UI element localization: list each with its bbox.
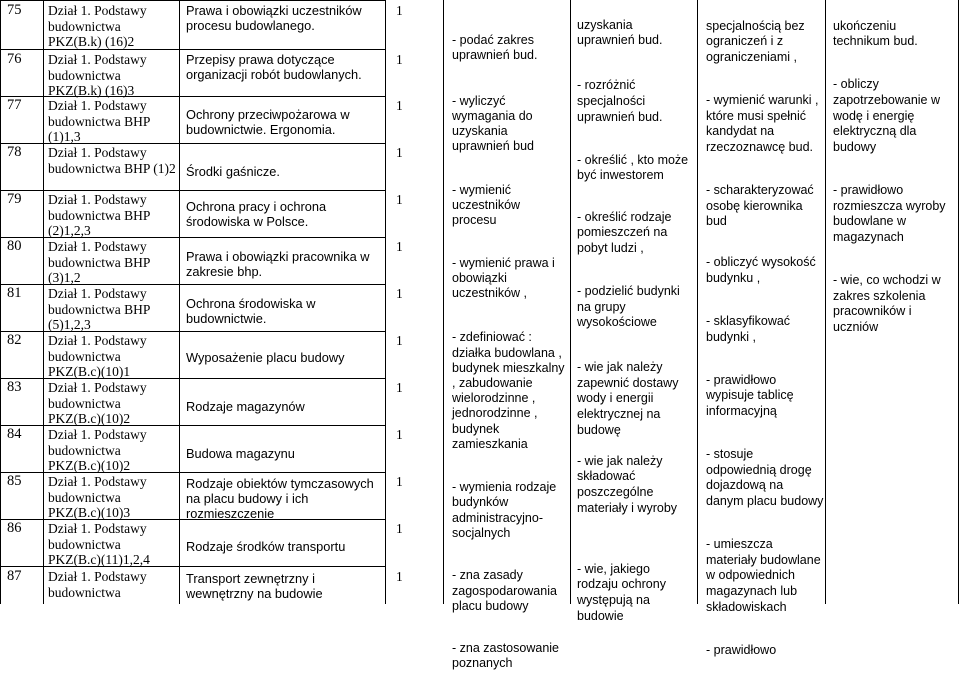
row-number: 79 — [7, 191, 22, 207]
requirement-item: - zna zasady zagospodarowania placu budowy — [452, 568, 557, 613]
row-number: 84 — [7, 426, 22, 442]
row-number: 78 — [7, 144, 22, 160]
column-divider — [443, 0, 444, 604]
hours-count: 1 — [396, 3, 403, 18]
requirement-item: - wymienić prawa i obowiązki uczestników , — [452, 255, 555, 301]
requirement-item: - scharakteryzować osobę kierownika bud — [706, 182, 814, 229]
requirement-item: uzyskania uprawnień bud. — [577, 17, 663, 48]
requirement-item: - wymienić uczestników procesu — [452, 182, 521, 228]
curriculum-unit: Dział 1. Podstawy budownictwa PKZ(B.c)(11)1,2,4 — [48, 521, 150, 567]
hours-count: 1 — [396, 52, 403, 67]
lesson-topic: Prawa i obowiązki uczestników procesu budowlanego. — [186, 3, 362, 33]
row-divider — [0, 0, 385, 1]
hours-count: 1 — [396, 239, 403, 254]
requirement-item: - wie, co wchodzi w zakres szkolenia pracowników i uczniów — [833, 272, 941, 334]
requirement-item: - wymienić warunki , które musi spełnić kandydat na rzeczoznawcę bud. — [706, 92, 819, 154]
curriculum-unit: Dział 1. Podstawy budownictwa PKZ(B.k) (16)2 — [48, 3, 147, 49]
hours-count: 1 — [396, 145, 403, 160]
lesson-topic: Rodzaje obiektów tymczasowych na placu budowy i ich rozmieszczenie — [186, 476, 374, 521]
lesson-topic: Ochrona pracy i ochrona środowiska w Polsce. — [186, 199, 327, 229]
requirement-item: - zna zastosowanie poznanych — [452, 641, 560, 671]
hours-count: 1 — [396, 98, 403, 113]
column-divider — [570, 0, 571, 604]
curriculum-unit: Dział 1. Podstawy budownictwa BHP (2)1,2,3 — [48, 192, 150, 238]
requirements-excellent-column — [833, 3, 955, 351]
requirements-extended-column — [577, 2, 691, 640]
requirement-item: - podać zakres uprawnień bud. — [452, 33, 538, 63]
hours-count: 1 — [396, 333, 403, 348]
requirement-item: - podzielić budynki na grupy wysokościowe — [577, 283, 680, 330]
row-number: 87 — [7, 568, 22, 584]
lesson-topic: Budowa magazynu — [186, 446, 295, 461]
curriculum-unit: Dział 1. Podstawy budownictwa PKZ(B.k) (16)3 — [48, 52, 147, 98]
column-divider — [43, 0, 44, 604]
column-divider — [385, 0, 386, 604]
column-divider — [179, 0, 180, 604]
hours-count: 1 — [396, 380, 403, 395]
table-border-left — [0, 0, 1, 604]
requirement-item: - obliczy zapotrzebowanie w wodę i energię elektryczną dla budowy — [833, 77, 941, 154]
requirement-item: - sklasyfikować budynki , — [706, 314, 791, 344]
lesson-topic: Prawa i obowiązki pracownika w zakresie bhp. — [186, 249, 370, 279]
hours-count: 1 — [396, 192, 403, 207]
lesson-topic: Rodzaje środków transportu — [186, 539, 346, 554]
requirement-item: - wymienia rodzaje budynków administracyjno-socjalnych — [452, 480, 557, 540]
requirement-item: - określić rodzaje pomieszczeń na pobyt ludzi , — [577, 209, 672, 255]
curriculum-unit: Dział 1. Podstawy budownictwa PKZ(B.c)(10)1 — [48, 333, 147, 379]
row-number: 81 — [7, 285, 22, 301]
requirement-item: specjalnością bez ograniczeń i z ograniczeniami , — [706, 18, 805, 64]
lesson-topic: Środki gaśnicze. — [186, 164, 280, 179]
curriculum-unit: Dział 1. Podstawy budownictwa PKZ(B.c)(10)2 — [48, 380, 147, 426]
requirement-item: - rozróżnić specjalności uprawnień bud. — [577, 78, 663, 124]
column-divider — [697, 0, 698, 604]
lesson-topic: Rodzaje magazynów — [186, 399, 305, 414]
lesson-topic: Ochrony przeciwpożarowa w budownictwie. Ergonomia. — [186, 107, 350, 137]
curriculum-unit: Dział 1. Podstawy budownictwa PKZ(B.c)(10)2 — [48, 427, 147, 473]
curriculum-unit: Dział 1. Podstawy budownictwa — [48, 569, 147, 600]
row-number: 85 — [7, 473, 22, 489]
requirement-item: - wie jak należy składować poszczególne materiały i wyroby — [577, 453, 678, 515]
curriculum-unit: Dział 1. Podstawy budownictwa BHP (3)1,2 — [48, 239, 150, 285]
row-number: 77 — [7, 97, 22, 113]
hours-count: 1 — [396, 521, 403, 536]
row-divider — [0, 190, 385, 191]
row-number: 86 — [7, 520, 22, 536]
requirement-item: - prawidłowo rozmieszcza wyroby budowlane w magazynach — [833, 182, 946, 244]
row-number: 82 — [7, 332, 22, 348]
requirement-item: - zdefiniować : działka budowlana , budynek mieszkalny , zabudowanie wielorodzinne , jednorodzinne , budynek zamieszkania — [452, 330, 565, 451]
row-number: 83 — [7, 379, 22, 395]
row-number: 75 — [7, 2, 22, 18]
requirement-item: - określić , kto może być inwestorem — [577, 152, 689, 183]
lesson-topic: Transport zewnętrzny i wewnętrzny na budowie — [186, 571, 323, 601]
requirement-item: ukończeniu technikum bud. — [833, 18, 918, 49]
requirement-item: - prawidłowo wypisuje tablicę informacyjną — [706, 372, 794, 419]
curriculum-unit: Dział 1. Podstawy budownictwa BHP (1)2 — [48, 145, 176, 176]
lesson-topic: Wyposażenie placu budowy — [186, 350, 345, 365]
hours-count: 1 — [396, 427, 403, 442]
hours-count: 1 — [396, 286, 403, 301]
requirement-item: - umieszcza materiały budowlane w odpowiednich magazynach lub składowiskach — [706, 537, 821, 614]
requirement-item: - wie jak należy zapewnić dostawy wody i energii elektrycznej na budowę — [577, 360, 679, 437]
requirement-item: - obliczyć wysokość budynku , — [706, 255, 816, 285]
hours-count: 1 — [396, 474, 403, 489]
row-number: 80 — [7, 238, 22, 254]
requirement-item: - stosuje odpowiednią drogę dojazdową na danym placu budowy — [706, 447, 824, 509]
curriculum-unit: Dział 1. Podstawy budownictwa PKZ(B.c)(10)3 — [48, 474, 147, 520]
row-number: 76 — [7, 51, 22, 67]
lesson-topic: Przepisy prawa dotyczące organizacji robót budowlanych. — [186, 52, 362, 82]
requirement-item: - wyliczyć wymagania do uzyskania uprawnień bud — [452, 93, 535, 154]
lesson-topic: Ochrona środowiska w budownictwie. — [186, 296, 316, 326]
requirement-item: - wie, jakiego rodzaju ochrony występują na budowie — [577, 561, 666, 623]
requirements-good-column — [706, 3, 824, 674]
requirement-item: - prawidłowo — [706, 642, 777, 657]
hours-count: 1 — [396, 569, 403, 584]
curriculum-unit: Dział 1. Podstawy budownictwa BHP (5)1,2,3 — [48, 286, 150, 332]
curriculum-unit: Dział 1. Podstawy budownictwa BHP (1)1,3 — [48, 98, 150, 144]
column-divider — [825, 0, 826, 604]
requirements-basic-column — [452, 4, 568, 687]
